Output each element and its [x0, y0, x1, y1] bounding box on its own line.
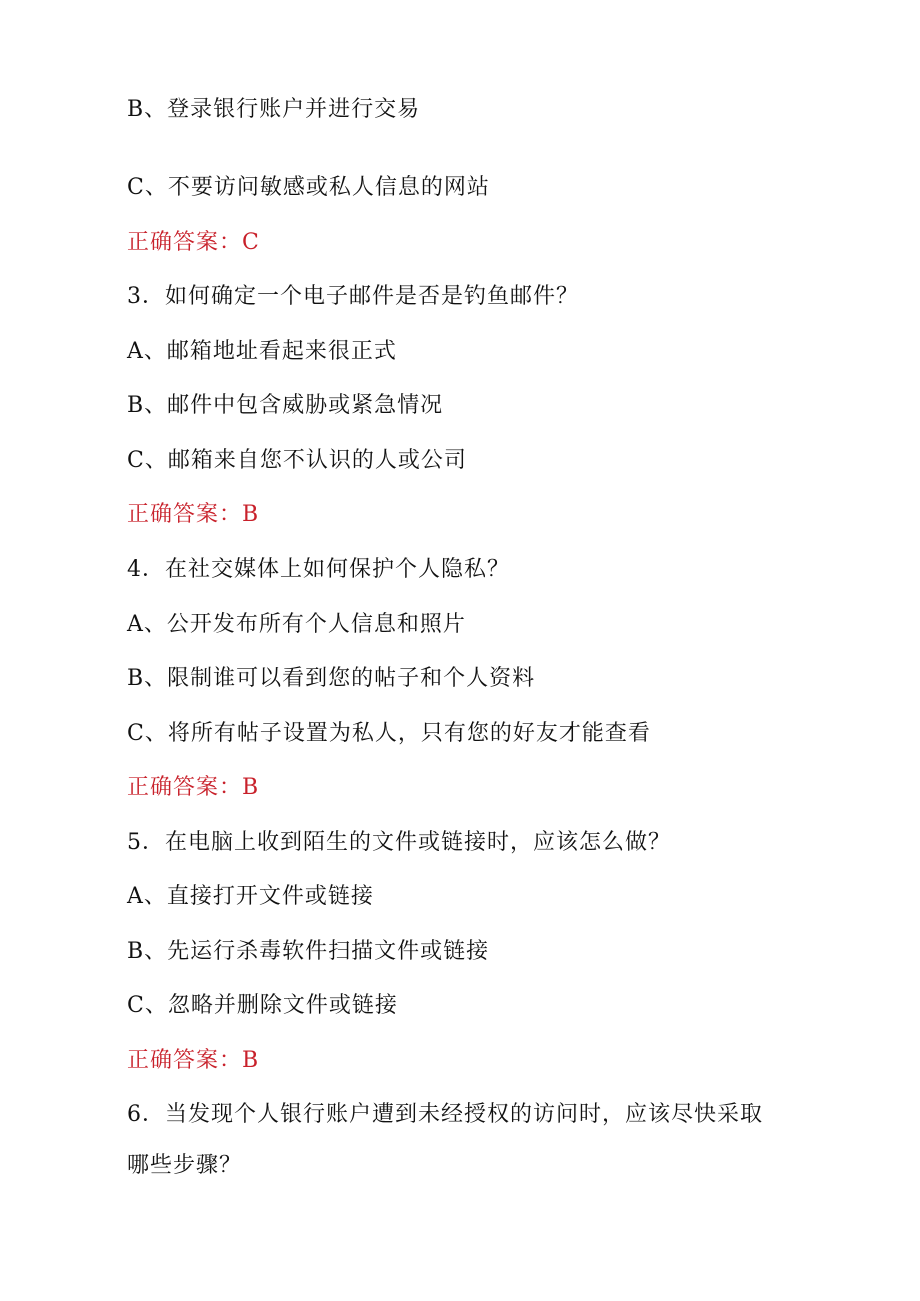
correct-answer-line: 正确答案：B: [127, 1048, 260, 1073]
option-c-line: C、将所有帖子设置为私人，只有您的好友才能查看: [127, 721, 651, 746]
question-5-line: 5．在电脑上收到陌生的文件或链接时，应该怎么做？: [127, 830, 671, 855]
question-6-line: 6．当发现个人银行账户遭到未经授权的访问时，应该尽快采取: [127, 1102, 763, 1127]
option-b-line: B、登录银行账户并进行交易: [127, 97, 421, 122]
correct-answer-line: 正确答案：C: [127, 230, 260, 255]
question-6-continuation: 哪些步骤？: [127, 1153, 243, 1178]
option-c-line: C、忽略并删除文件或链接: [127, 993, 398, 1018]
option-a-line: A、公开发布所有个人信息和照片: [127, 612, 466, 637]
option-a-line: A、邮箱地址看起来很正式: [127, 339, 397, 364]
question-3-line: 3．如何确定一个电子邮件是否是钓鱼邮件？: [127, 284, 579, 309]
option-c-line: C、邮箱来自您不认识的人或公司: [127, 448, 467, 473]
option-b-line: B、邮件中包含威胁或紧急情况: [127, 393, 444, 418]
correct-answer-line: 正确答案：B: [127, 775, 260, 800]
option-a-line: A、直接打开文件或链接: [127, 884, 374, 909]
correct-answer-line: 正确答案：B: [127, 502, 260, 527]
question-4-line: 4．在社交媒体上如何保护个人隐私？: [127, 557, 510, 582]
option-b-line: B、先运行杀毒软件扫描文件或链接: [127, 939, 490, 964]
option-c-line: C、不要访问敏感或私人信息的网站: [127, 175, 490, 200]
option-b-line: B、限制谁可以看到您的帖子和个人资料: [127, 666, 536, 691]
